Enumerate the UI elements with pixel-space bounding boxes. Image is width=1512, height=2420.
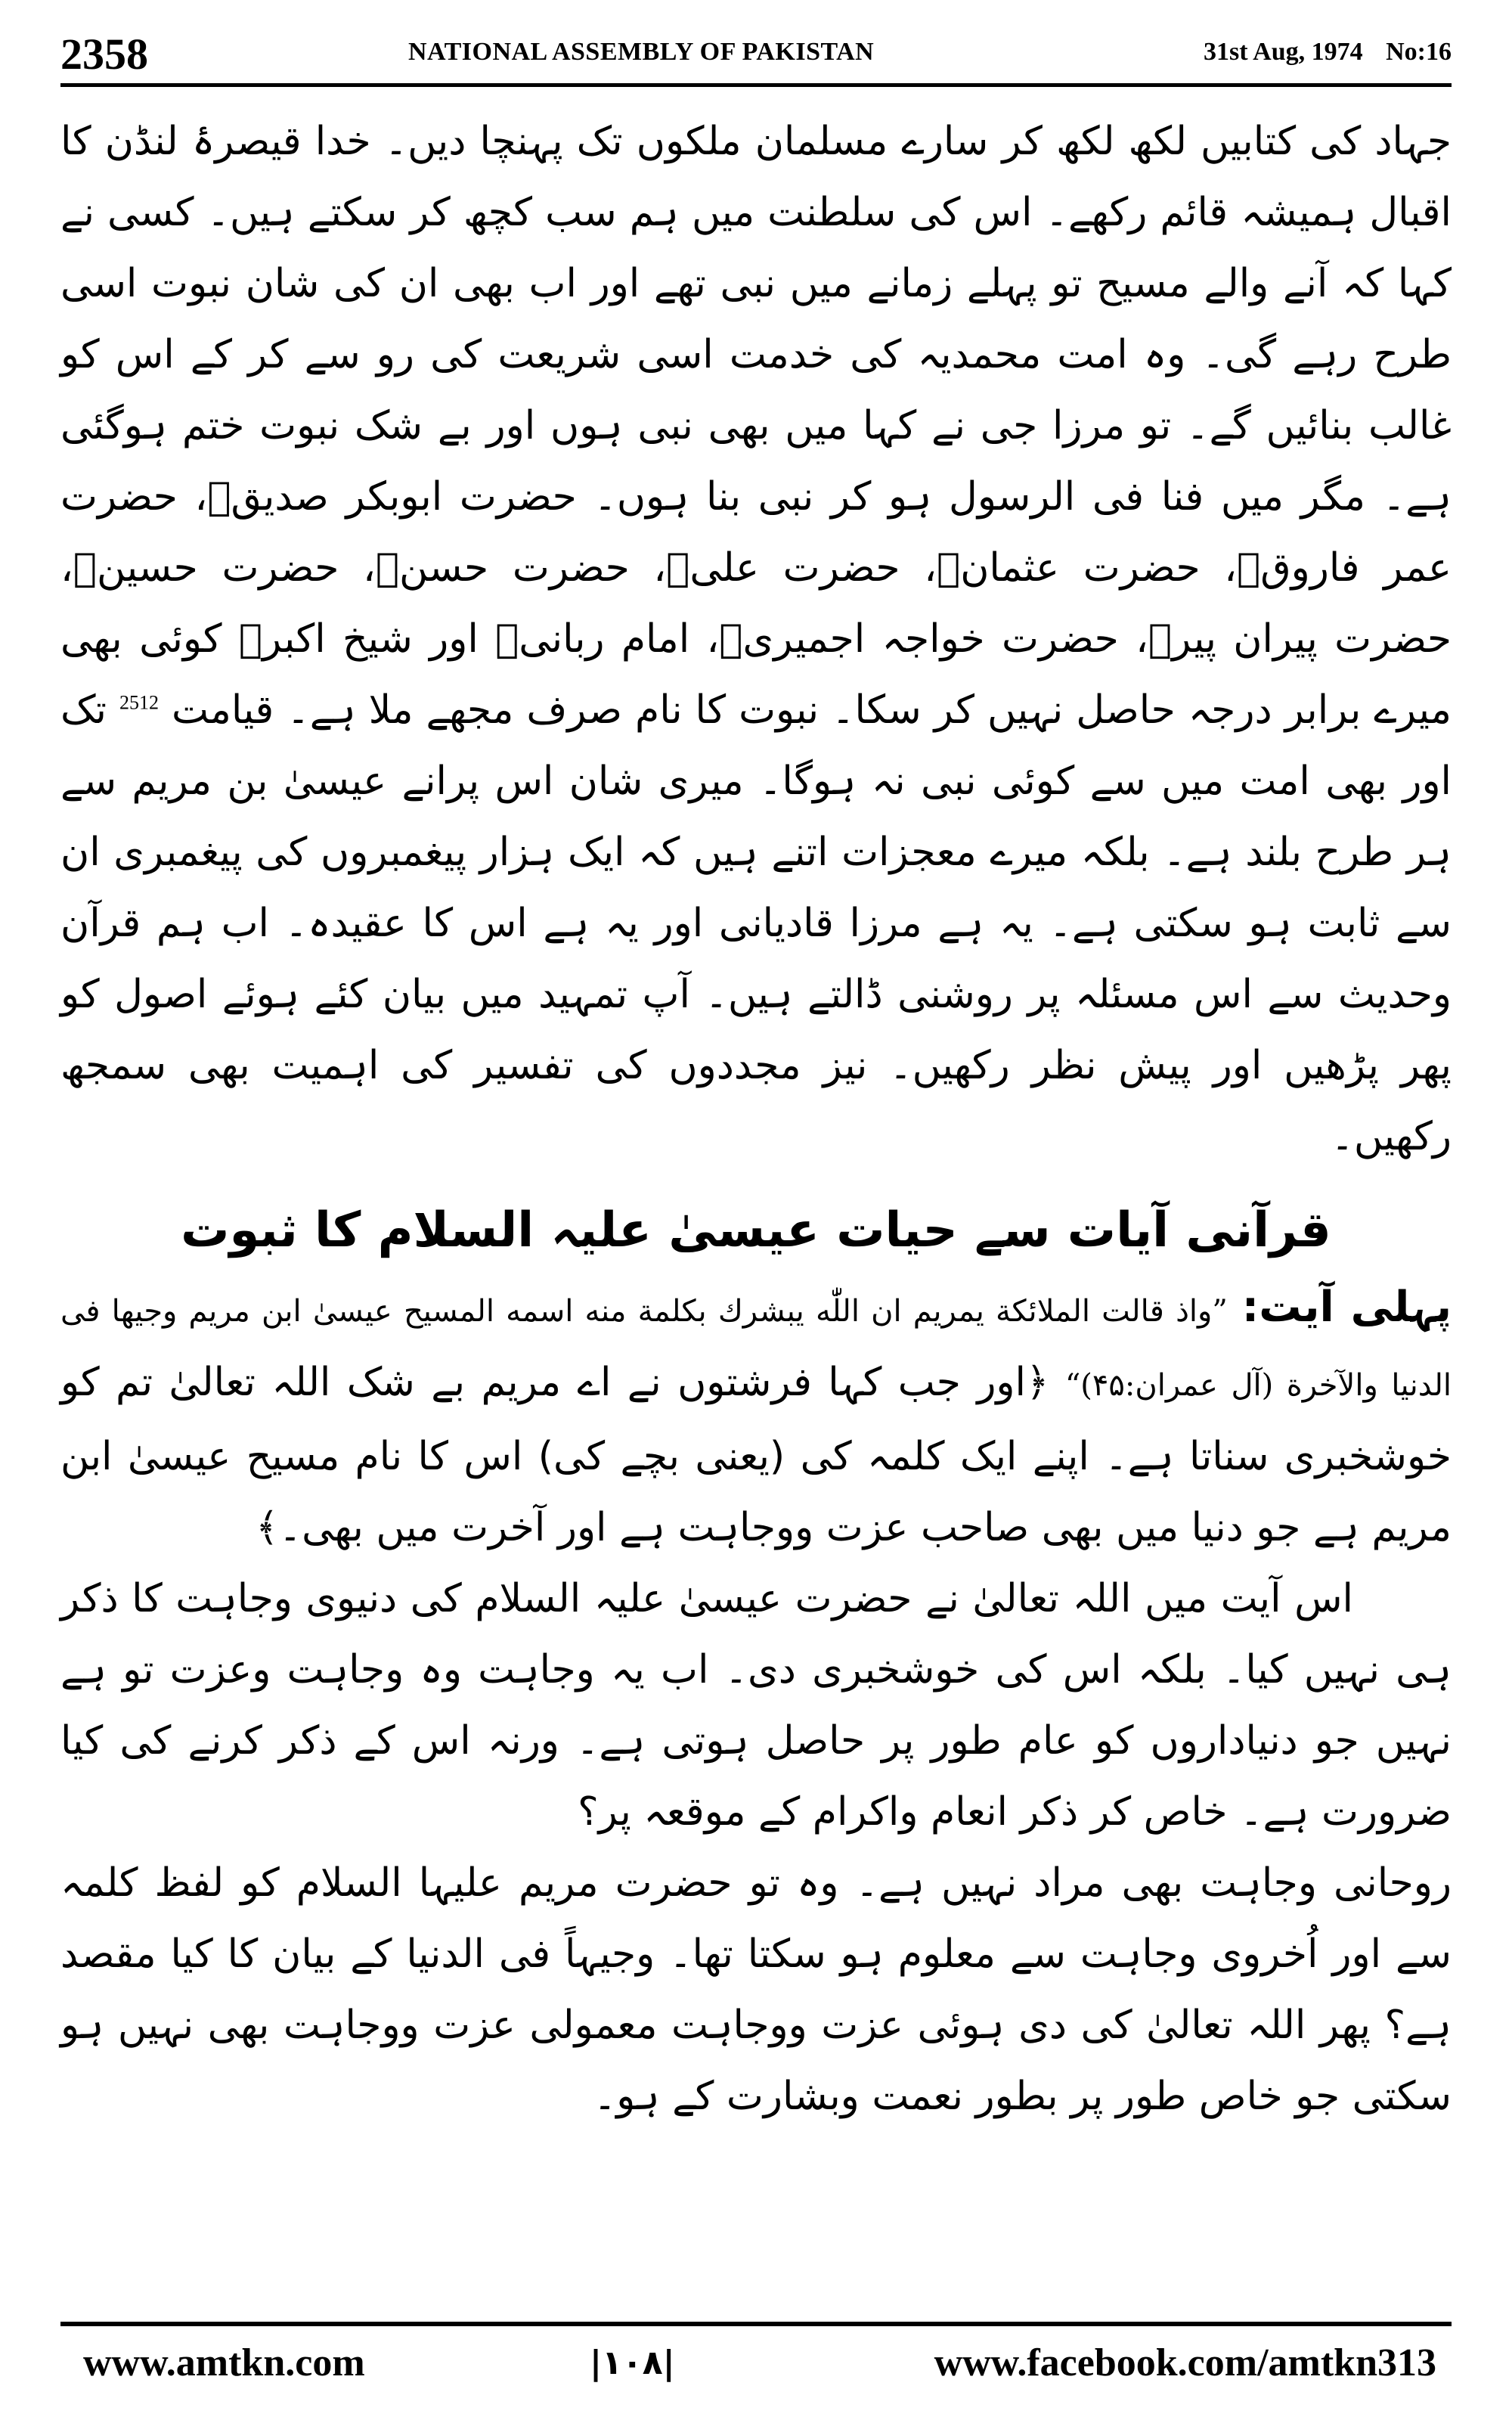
footer-page-marker: |۱۰۸| <box>590 2344 675 2382</box>
verse-translation: ﴿اور جب کہا فرشتوں نے اے مریم بے شک اللہ تعالیٰ تم کو خوشخبری سناتا ہے۔ اپنے ایک کلمہ کی (یعنی بچے کی) اس کا نام مسیح عیسیٰ ابن مریم ہے جو دنیا میں بھی صاحب عزت ووجاہت ہے اور آخرت میں بھی۔﴾ <box>60 1360 1452 1550</box>
paragraph-text-1: جہاد کی کتابیں لکھ لکھ کر سارے مسلمان ملکوں تک پہنچا دیں۔ خدا قیصرۂ لنڈن کا اقبال ہمیشہ قائم رکھے۔ اس کی سلطنت میں ہم سب کچھ کر سکتے ہیں۔ کسی نے کہا کہ آنے والے مسیح تو پہلے زمانے میں نبی تھے اور اب بھی ان کی شان نبوت اسی طرح رہے گی۔ وہ امت محمدیہ کی خدمت اسی شریعت کی رو سے کر کے اس کو غالب بنائیں گے۔ تو مرزا جی نے کہا میں بھی نبی ہوں اور بے شک نبوت ختم ہوگئی ہے۔ مگر میں فنا فی الرسول ہو کر نبی بنا ہوں۔ حضرت ابوبکر صدیقؓ، حضرت عمر فاروقؓ، حضرت عثمانؓ، حضرت علیؓ، حضرت حسنؓ، حضرت حسینؓ، حضرت پیران پیرؒ، حضرت خواجہ اجمیریؒ، امام ربانیؒ اور شیخ اکبرؒ کوئی بھی میرے برابر درجہ حاصل نہیں کر سکا۔ نبوت کا نام صرف مجھے ملا ہے۔ قیامت <box>60 119 1452 733</box>
facebook-link[interactable]: www.facebook.com/amtkn313 <box>934 2341 1436 2384</box>
header-title: NATIONAL ASSEMBLY OF PAKISTAN <box>408 38 875 66</box>
page-number: 2358 <box>60 29 148 79</box>
verse-label: پہلی آیت: <box>1241 1283 1452 1332</box>
page-footer <box>60 2337 1452 2390</box>
page-header <box>60 30 1452 87</box>
commentary-paragraph-2: روحانی وجاہت بھی مراد نہیں ہے۔ وہ تو حضرت مریم علیہا السلام کو لفظ کلمہ سے اور اُخروی وجاہت سے معلوم ہو سکتا تھا۔ وجیہاً فی الدنیا کے بیان کا کیا مقصد ہے؟ پھر اللہ تعالیٰ کی دی ہوئی عزت ووجاہت معمولی عزت ووجاہت بھی نہیں ہو سکتی جو خاص طور پر بطور نعمت وبشارت کے ہو۔ <box>60 1860 1452 2119</box>
header-date-issue <box>1187 38 1452 67</box>
header-issue: No:16 <box>1386 38 1452 66</box>
website-link[interactable]: www.amtkn.com <box>83 2341 365 2384</box>
footer-divider <box>60 2322 1452 2326</box>
header-date: 31st Aug, 1974 <box>1203 38 1363 66</box>
footnote-ref: 2512 <box>119 691 159 714</box>
paragraph-text-2: تک اور بھی امت میں سے کوئی نبی نہ ہوگا۔ میری شان اس پرانے عیسیٰ بن مریم سے ہر طرح بلند ہے۔ بلکہ میرے معجزات اتنے ہیں کہ ایک ہزار پیغمبروں کی پیغمبری ان سے ثابت ہو سکتی ہے۔ یہ ہے مرزا قادیانی اور یہ ہے اس کا عقیدہ۔ اب ہم قرآن وحدیث سے اس مسئلہ پر روشنی ڈالتے ہیں۔ آپ تمہید میں بیان کئے ہوئے اصول کو پھر پڑھیں اور پیش نظر رکھیں۔ نیز مجددوں کی تفسیر کی اہمیت بھی سمجھ رکھیں۔ <box>60 687 1452 1159</box>
body-paragraph-1 <box>60 106 1452 1172</box>
section-heading: قرآنی آیات سے حیات عیسیٰ علیہ السلام کا ثبوت <box>181 1202 1331 1258</box>
page-body <box>60 106 1452 2132</box>
commentary-paragraph-1: اس آیت میں اللہ تعالیٰ نے حضرت عیسیٰ علیہ السلام کی دنیوی وجاہت کا ذکر ہی نہیں کیا۔ بلکہ اس کی خوشخبری دی۔ اب یہ وجاہت وہ وجاہت وعزت تو ہے نہیں جو دنیاداروں کو عام طور پر حاصل ہوتی ہے۔ ورنہ اس کے ذکر کرنے کی کیا ضرورت ہے۔ خاص کر ذکر انعام واکرام کے موقعہ پر؟ <box>60 1576 1452 1835</box>
verse-arabic: ”واذ قالت الملائکة یمریم ان اللّٰه یبشرك بکلمة منه اسمه المسیح عیسیٰ ابن مریم وجیها فی الدنیا والآخرة (آل عمران:۴۵)“ <box>60 1294 1452 1403</box>
verse-block <box>60 1272 1452 1563</box>
